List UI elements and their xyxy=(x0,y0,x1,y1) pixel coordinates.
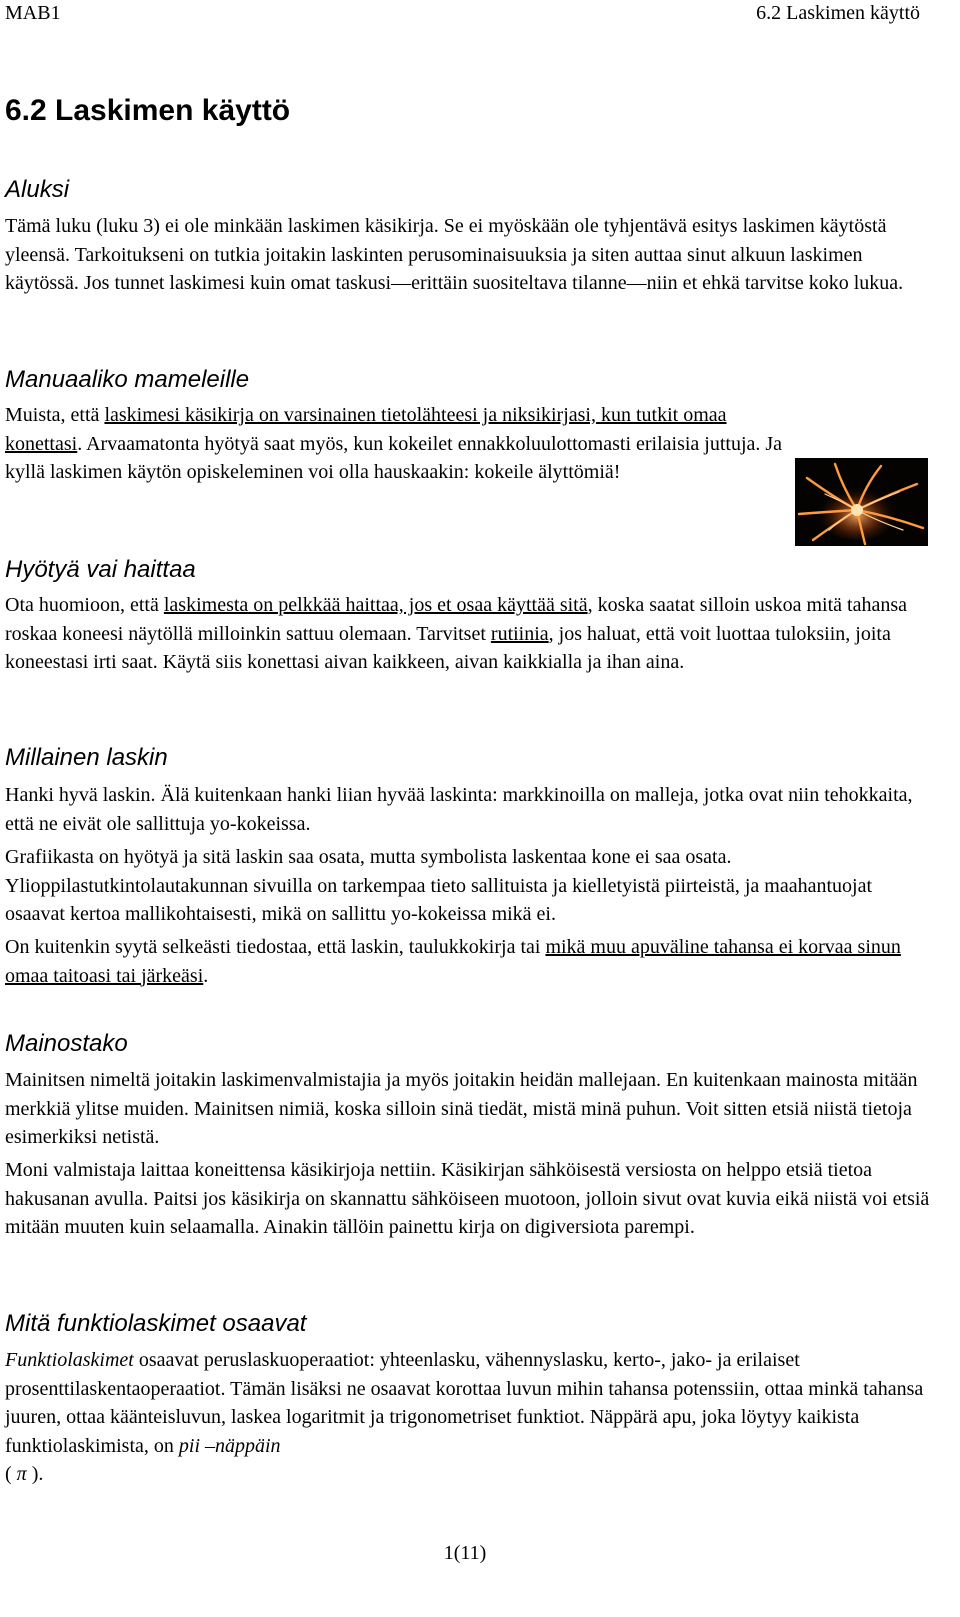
paragraph-millainen-2: Grafiikasta on hyötyä ja sitä laskin saa osata, mutta symbolista laskentaa kone ei saa osata. Ylioppilastutkintolautakunnan sivuilla on tarkempaa tieto sallituista ja kielletyistä piirteistä, ja maahantuojat osaavat kertoa mallikohtaisesti, mikä on sallittu yo-kokeissa mikä ei. xyxy=(5,846,873,925)
paragraph-mainostako-2: Moni valmistaja laittaa koneittensa käsikirjoja nettiin. Käsikirjan sähköisestä versiosta on helppo etsiä tietoa hakusanan avulla. Paitsi jos käsikirja on skannattu sähköiseen muotoon, jolloin sivut ovat kuvia eikä niistä voi etsiä mitään muuten kuin selaamalla. Ainakin tällöin painettu kirja on digiversiota parempi. xyxy=(5,1159,930,1238)
underlined-routine: rutiinia xyxy=(490,622,549,645)
paragraph-aluksi: Tämä luku (luku 3) ei ole minkään laskimen käsikirja. Se ei myöskään ole tyhjentävä esitys laskimen käytöstä yleensä. Tarkoitukseni on tutkia joitakin laskinten perusominaisuuksia ja siten auttaa sinut alkuun laskimen käytössä. Jos tunnet laskimesi kuin omat taskusi—erittäin suositeltava tilanne—niin et ehkä tarvitse koko lukua. xyxy=(5,215,904,294)
paragraph-millainen-1: Hanki hyvä laskin. Älä kuitenkaan hanki liian hyvää laskinta: markkinoilla on malleja, jotka ovat niin tehokkaita, että ne eivät ole sallittuja yo-kokeissa. xyxy=(5,784,913,835)
paragraph-hyotya: Ota huomioon, että laskimesta on pelkkää haittaa, jos et osaa käyttää sitä, koska saatat silloin uskoa mitä tahansa roskaa koneesi näytöllä milloinkin sattuu olemaan. Tarvitset rutiinia, jos haluat, että voit luottaa tuloksiin, joita koneestasi irti saat. Käytä siis konettasi aivan kaikkeen, aivan kaikkialla ja ihan aina. xyxy=(5,594,907,673)
paragraph-mainostako-1: Mainitsen nimeltä joitakin laskimenvalmistajia ja myös joitakin heidän mallejaan. En kuitenkaan mainosta mitään merkkiä ylitse muiden. Mainitsen nimiä, koska silloin sinä tiedät, mistä minä puhun. Voit sitten etsiä niistä tietoja esimerkiksi netistä. xyxy=(5,1069,918,1148)
underlined-manual-note: laskimesi käsikirja on varsinainen tietolähteesi ja niksikirjasi, kun tutkit omaa konettasi xyxy=(5,404,727,455)
heading-aluksi: Aluksi xyxy=(5,176,70,203)
paragraph-millainen-3: On kuitenkin syytä selkeästi tiedostaa, että laskin, taulukkokirja tai mikä muu apuväline tahansa ei korvaa sinun omaa taitoasi tai järkeäsi. xyxy=(5,936,901,987)
underlined-tool-note: mikä muu apuväline tahansa ei korvaa sinun omaa taitoasi tai järkeäsi xyxy=(5,936,901,987)
term-pii-key: pii –näppäin xyxy=(178,1434,281,1457)
underlined-harm-note: laskimesta on pelkkää haittaa, jos et osaa käyttää sitä xyxy=(163,594,588,616)
pi-symbol: π xyxy=(16,1463,27,1485)
paragraph-manuaaliko: Muista, että laskimesi käsikirja on varsinainen tietolähteesi ja niksikirjasi, kun tutkit omaa konettasi. Arvaamatonta hyötyä saat myös, kun kokeilet ennakkoluulottomasti erilaisia juttuja. Ja kyllä laskimen käytön opiskeleminen voi olla hauskaakin: kokeile älyttömiä! xyxy=(5,404,783,483)
term-funktiolaskimet: Funktiolaskimet xyxy=(5,1349,134,1371)
header-chapter-title: 6.2 Laskimen käyttö xyxy=(756,2,920,24)
page-title: 6.2 Laskimen käyttö xyxy=(5,94,291,127)
fireworks-image xyxy=(795,458,928,546)
paragraph-funktiolaskimet: Funktiolaskimet osaavat peruslaskuoperaatiot: yhteenlasku, vähennyslasku, kerto-, jako- ja erilaiset prosenttilaskentaoperaatiot. Tämän lisäksi ne osaavat korottaa luvun mihin tahansa potenssiin, ottaa minkä tahansa juuren, ottaa käänteisluvun, laskea logaritmit ja trigonometriset funktiot. Näppärä apu, joka löytyy kaikista funktiolaskimista, on pii –näppäin ( π ). xyxy=(5,1349,924,1485)
heading-millainen: Millainen laskin xyxy=(5,744,168,771)
header-course-code: MAB1 xyxy=(5,2,61,24)
heading-funktiolaskimet: Mitä funktiolaskimet osaavat xyxy=(5,1310,307,1337)
heading-hyotya: Hyötyä vai haittaa xyxy=(5,556,196,583)
heading-mainostako: Mainostako xyxy=(5,1030,128,1057)
heading-manuaaliko: Manuaaliko mameleille xyxy=(5,366,250,393)
page-number: 1(11) xyxy=(443,1542,487,1564)
